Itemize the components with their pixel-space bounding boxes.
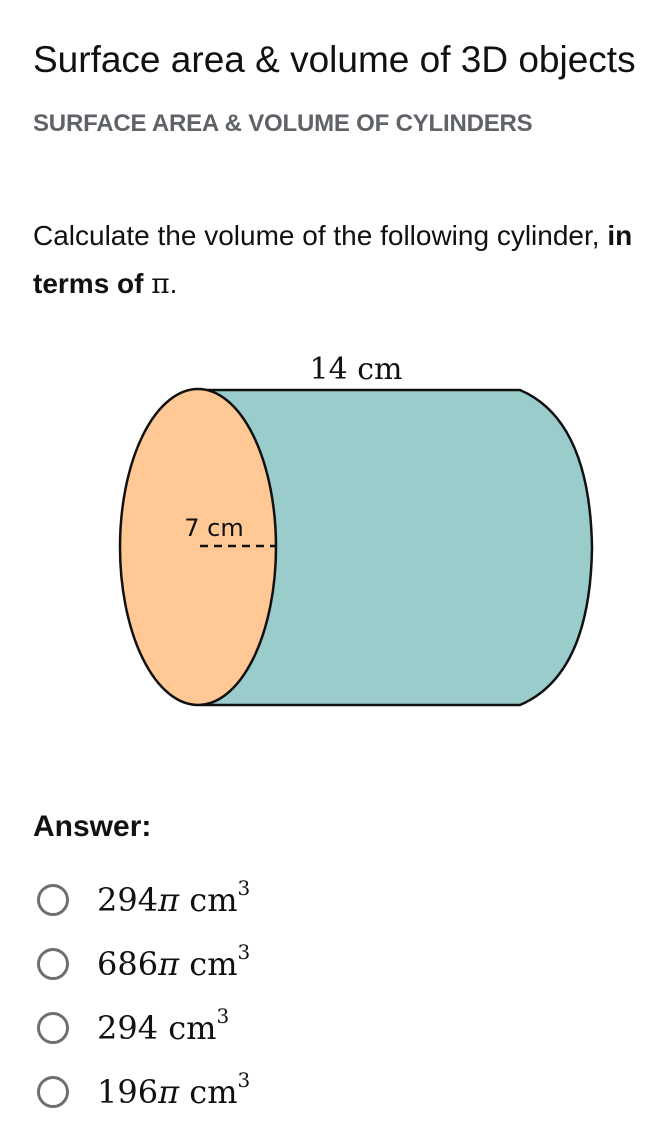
section-subtitle: SURFACE AREA & VOLUME OF CYLINDERS [33, 110, 533, 137]
question-suffix: . [169, 268, 178, 299]
option-text: 196π $cm^3$ [97, 1068, 251, 1111]
pi-symbol: π [151, 267, 170, 300]
radius-label: 7 cm [184, 514, 244, 542]
radio-button[interactable] [37, 948, 69, 980]
radio-button[interactable] [37, 1012, 69, 1044]
length-label: 14 cm [309, 352, 403, 387]
option-text: 294π $cm^3$ [97, 876, 251, 919]
answer-options [37, 868, 250, 1124]
option-text: 294 $cm^3$ [97, 1004, 230, 1047]
answer-option-2[interactable] [37, 932, 250, 996]
option-text: 686π $cm^3$ [97, 940, 251, 983]
question-text [33, 212, 633, 308]
answer-label: Answer: [33, 810, 152, 843]
page-title: Surface area & volume of 3D objects [33, 39, 636, 80]
question-prefix: Calculate the volume of the following cylinder, [33, 220, 608, 251]
radio-button[interactable] [37, 884, 69, 916]
answer-option-1[interactable] [37, 868, 250, 932]
cylinder-end-face [120, 389, 276, 705]
answer-option-3[interactable] [37, 996, 250, 1060]
answer-option-4[interactable] [37, 1060, 250, 1124]
radio-button[interactable] [37, 1076, 69, 1108]
cylinder-figure [110, 340, 600, 715]
question-bold: in terms of [33, 220, 633, 299]
